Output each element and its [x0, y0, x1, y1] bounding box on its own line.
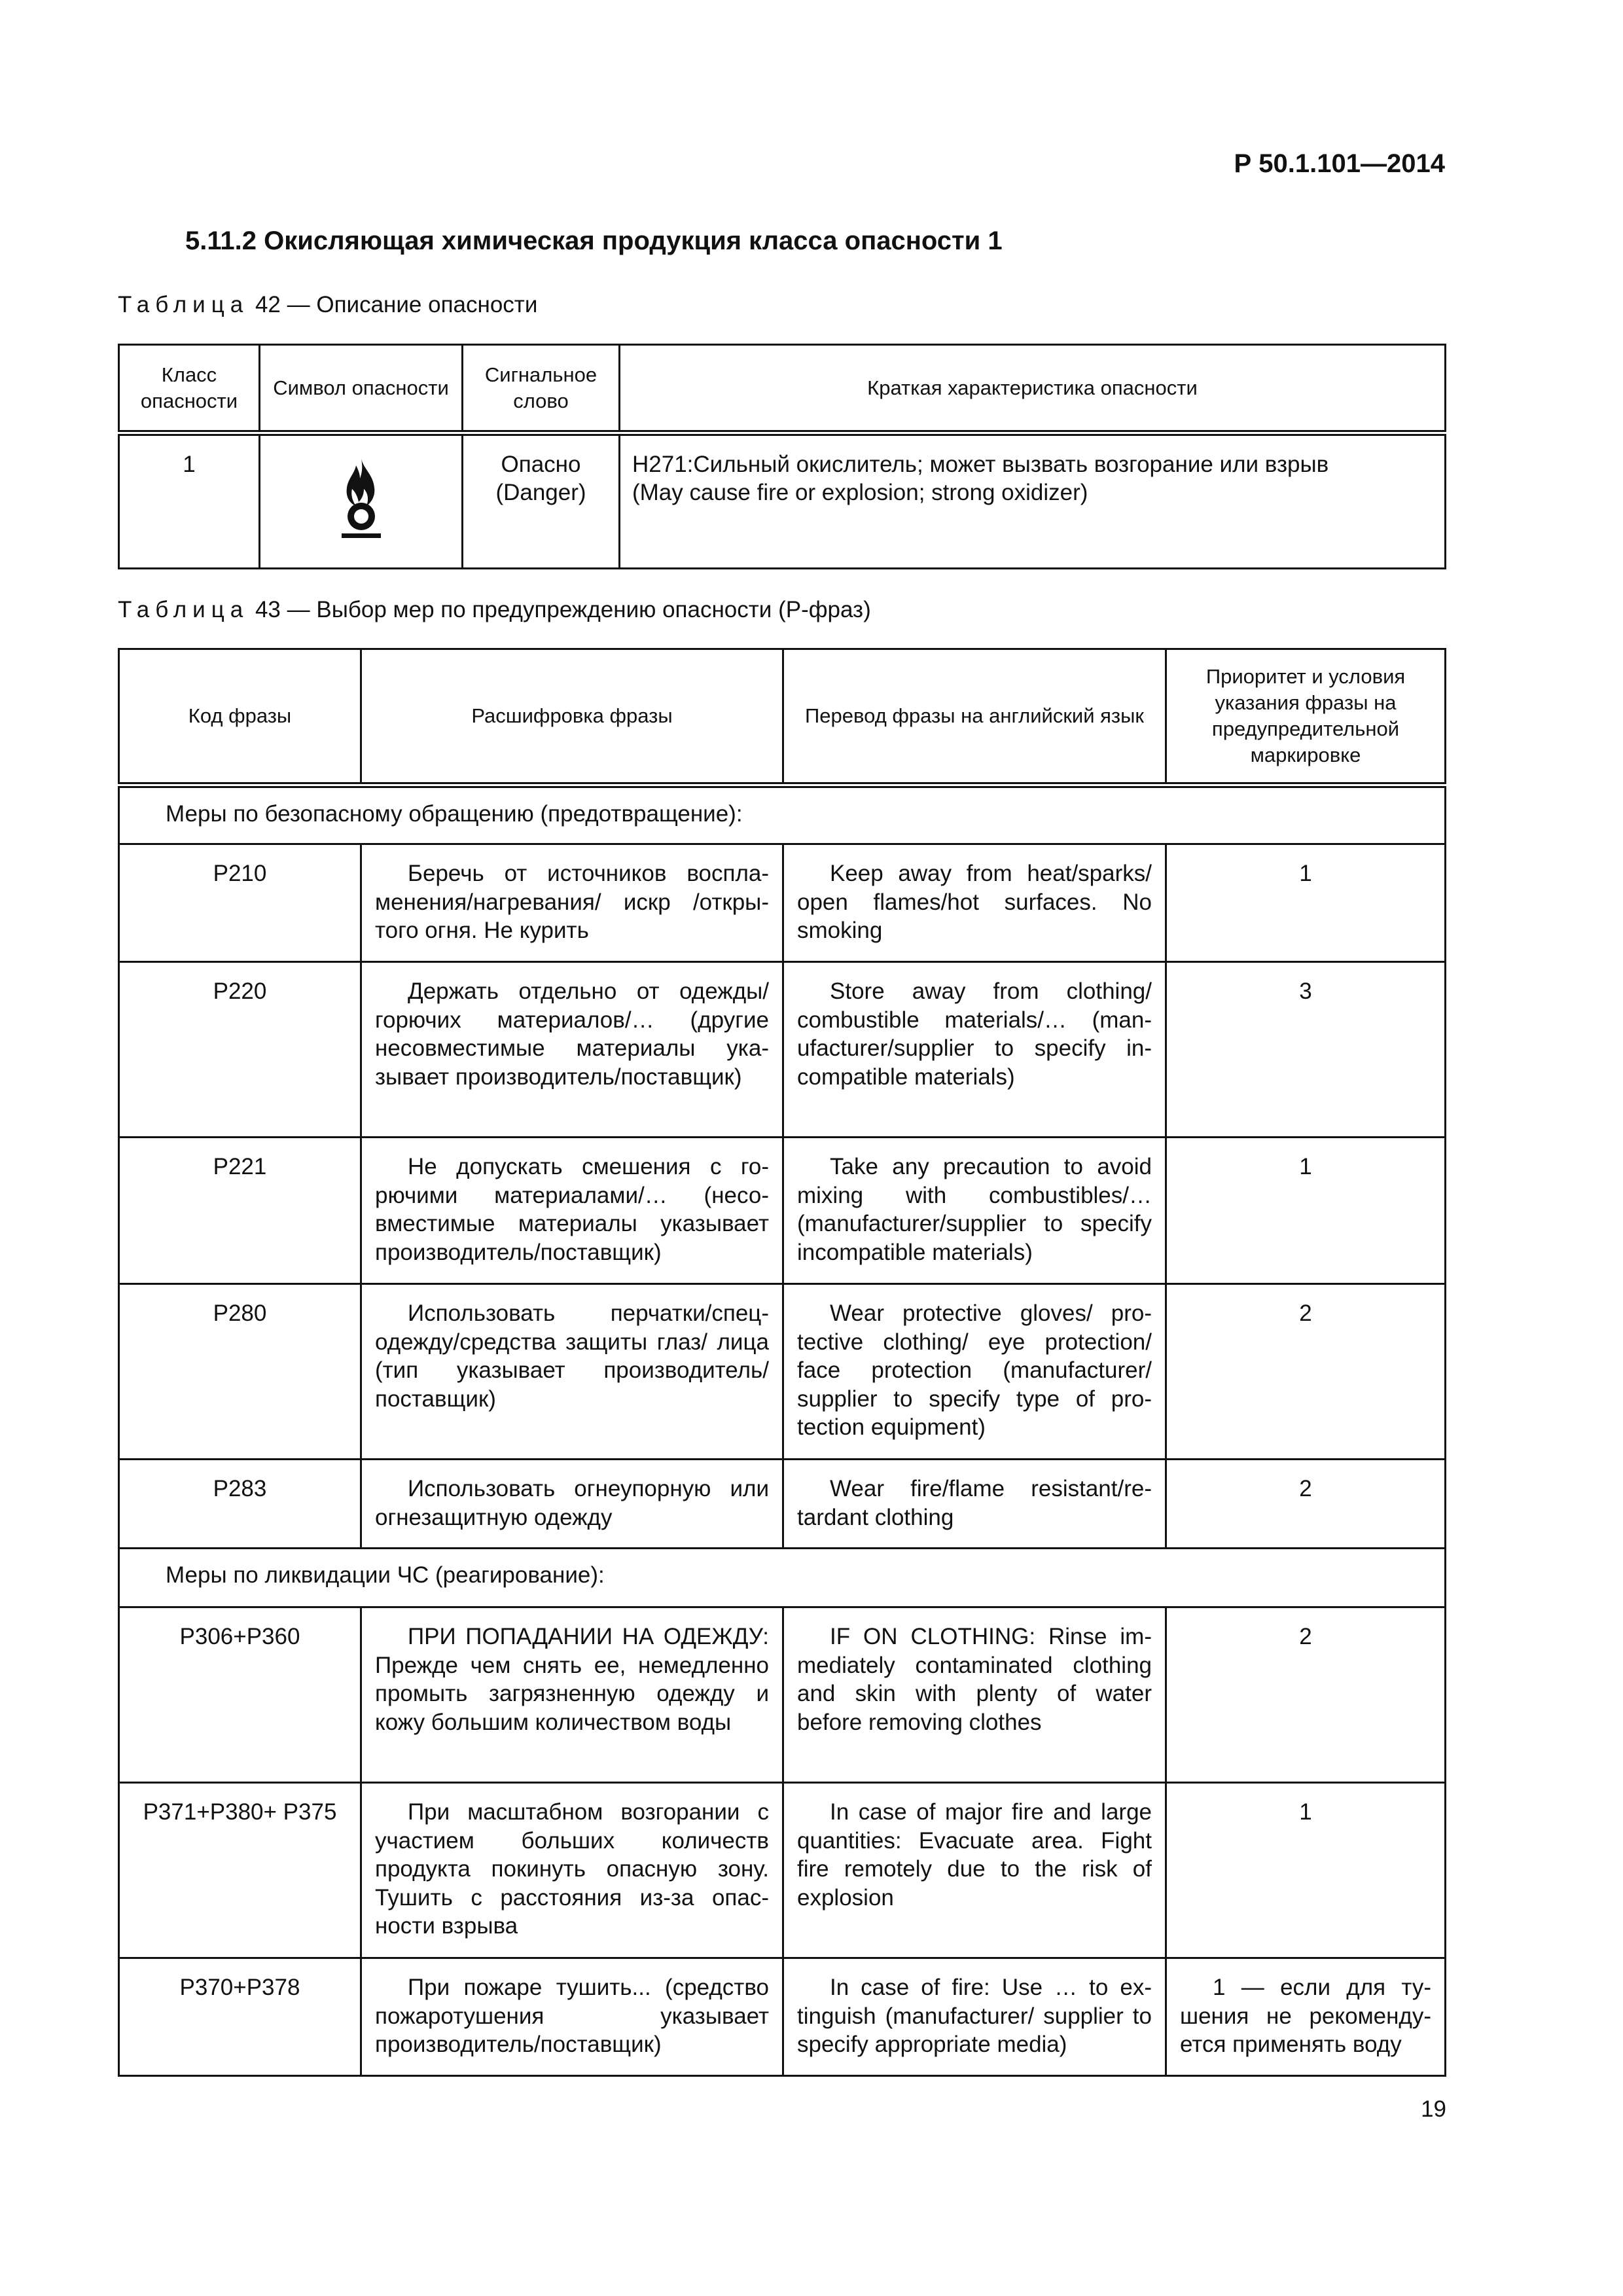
- header-phrase-code: Код фразы: [119, 649, 361, 785]
- table-row: [119, 1284, 1446, 1460]
- table-header-row: [119, 345, 1446, 433]
- hazard-symbol: [260, 433, 463, 569]
- phrase-code: Р220: [119, 962, 361, 1138]
- group-title: Меры по ликвидации ЧС (реагирование):: [119, 1549, 1446, 1607]
- section-title: 5.11.2 Окисляющая химическая продукция класса опасности 1: [185, 226, 1003, 255]
- header-phrase-text: Расшифровка фразы: [361, 649, 783, 785]
- hazard-statement-ru: Н271:Сильный окислитель; может вызвать возгорание или взрыв: [632, 452, 1329, 477]
- phrase-translation: In case of major fire and large quantities: Evacuate area. Fight fire remotely due to the risk of explosion: [783, 1783, 1166, 1958]
- phrase-translation: Take any precaution to avoid mixing with combustibles/… (manufacturer/supplier to specify incompatible materials): [783, 1138, 1166, 1284]
- phrase-priority: 2: [1166, 1284, 1446, 1460]
- header-translation: Перевод фразы на английский язык: [783, 649, 1166, 785]
- phrase-text: Использовать перчатки/спецодежду/средства защиты глаз/ лица (тип указывает производитель/поставщик): [361, 1284, 783, 1460]
- hazard-statement: [620, 433, 1446, 569]
- phrase-code: Р221: [119, 1138, 361, 1284]
- header-symbol: Символ опасности: [260, 345, 463, 433]
- phrase-text: Использовать огнеупорную или огнезащитную одежду: [361, 1460, 783, 1549]
- header-description: Краткая характеристика опасности: [620, 345, 1446, 433]
- phrase-translation: Wear protective gloves/ protective clothing/ eye protection/ face protection (manufacturer/ supplier to specify type of protection equipment): [783, 1284, 1166, 1460]
- hazard-class: 1: [119, 433, 260, 569]
- phrase-translation: Keep away from heat/sparks/ open flames/hot surfaces. No smoking: [783, 844, 1166, 962]
- phrase-translation: Store away from clothing/ combustible materials/… (manufacturer/supplier to specify incompatible materials): [783, 962, 1166, 1138]
- phrase-text: Держать отдельно от одежды/ горючих материалов/… (другие несовместимые материалы указывает производитель/поставщик): [361, 962, 783, 1138]
- caption-label: Таблица: [118, 597, 249, 622]
- table43-caption: [118, 597, 871, 623]
- phrase-translation: IF ON CLOTHING: Rinse immediately contaminated clothing and skin with plenty of water before removing clothes: [783, 1607, 1166, 1783]
- phrase-priority: 1: [1166, 844, 1446, 962]
- phrase-code: Р210: [119, 844, 361, 962]
- flame-over-circle-icon: [335, 456, 387, 541]
- phrase-code: Р280: [119, 1284, 361, 1460]
- phrase-translation: In case of fire: Use … to extinguish (manufacturer/ supplier to specify appropriate media): [783, 1958, 1166, 2076]
- hazard-description-table: [118, 344, 1446, 569]
- table-row: [119, 1138, 1446, 1284]
- phrase-priority: 1 — если для тушения не рекомендуется применять воду: [1166, 1958, 1446, 2076]
- phrase-priority: 3: [1166, 962, 1446, 1138]
- phrase-translation: Wear fire/flame resistant/retardant clothing: [783, 1460, 1166, 1549]
- phrase-priority: 1: [1166, 1783, 1446, 1958]
- phrase-text: Не допускать смешения с горючими материалами/… (несовместимые материалы указывает производитель/поставщик): [361, 1138, 783, 1284]
- group-row: [119, 1549, 1446, 1607]
- caption-text: 42 — Описание опасности: [255, 292, 538, 317]
- table42-caption: [118, 292, 537, 318]
- signal-word-ru: Опасно: [501, 452, 581, 477]
- caption-label: Таблица: [118, 292, 249, 317]
- phrase-code: Р306+Р360: [119, 1607, 361, 1783]
- table-row: [119, 962, 1446, 1138]
- phrase-priority: 1: [1166, 1138, 1446, 1284]
- signal-word-en: (Danger): [495, 480, 586, 505]
- hazard-statement-en: (May cause fire or explosion; strong oxidizer): [632, 480, 1088, 505]
- caption-text: 43 — Выбор мер по предупреждению опасности (Р-фраз): [255, 597, 871, 622]
- signal-word: [463, 433, 620, 569]
- document-code: Р 50.1.101—2014: [1234, 149, 1445, 178]
- phrase-text: Беречь от источников воспламенения/нагревания/ искр /открытого огня. Не курить: [361, 844, 783, 962]
- table-row: [119, 1607, 1446, 1783]
- table-row: [119, 433, 1446, 569]
- phrase-code: Р371+Р380+ Р375: [119, 1783, 361, 1958]
- phrase-code: Р370+Р378: [119, 1958, 361, 2076]
- precautionary-statements-table: [118, 648, 1446, 2077]
- table-row: [119, 1958, 1446, 2076]
- page-number: 19: [1421, 2096, 1446, 2122]
- table-row: [119, 1783, 1446, 1958]
- header-signal-word: Сигнальное слово: [463, 345, 620, 433]
- group-title: Меры по безопасному обращению (предотвращение):: [119, 785, 1446, 844]
- phrase-priority: 2: [1166, 1607, 1446, 1783]
- phrase-text: ПРИ ПОПАДАНИИ НА ОДЕЖДУ: Прежде чем снять ее, немедленно промыть загрязненную одежду и кожу большим количеством воды: [361, 1607, 783, 1783]
- header-priority: Приоритет и условия указания фразы на предупредительной маркировке: [1166, 649, 1446, 785]
- phrase-text: При пожаре тушить... (средство пожаротушения указывает производитель/поставщик): [361, 1958, 783, 2076]
- table-row: [119, 844, 1446, 962]
- table-row: [119, 1460, 1446, 1549]
- phrase-priority: 2: [1166, 1460, 1446, 1549]
- group-row: [119, 785, 1446, 844]
- phrase-text: При масштабном возгорании с участием больших количеств продукта покинуть опасную зону. Тушить с расстояния из-за опасности взрыва: [361, 1783, 783, 1958]
- table-header-row: [119, 649, 1446, 785]
- header-class: Класс опасности: [119, 345, 260, 433]
- phrase-code: Р283: [119, 1460, 361, 1549]
